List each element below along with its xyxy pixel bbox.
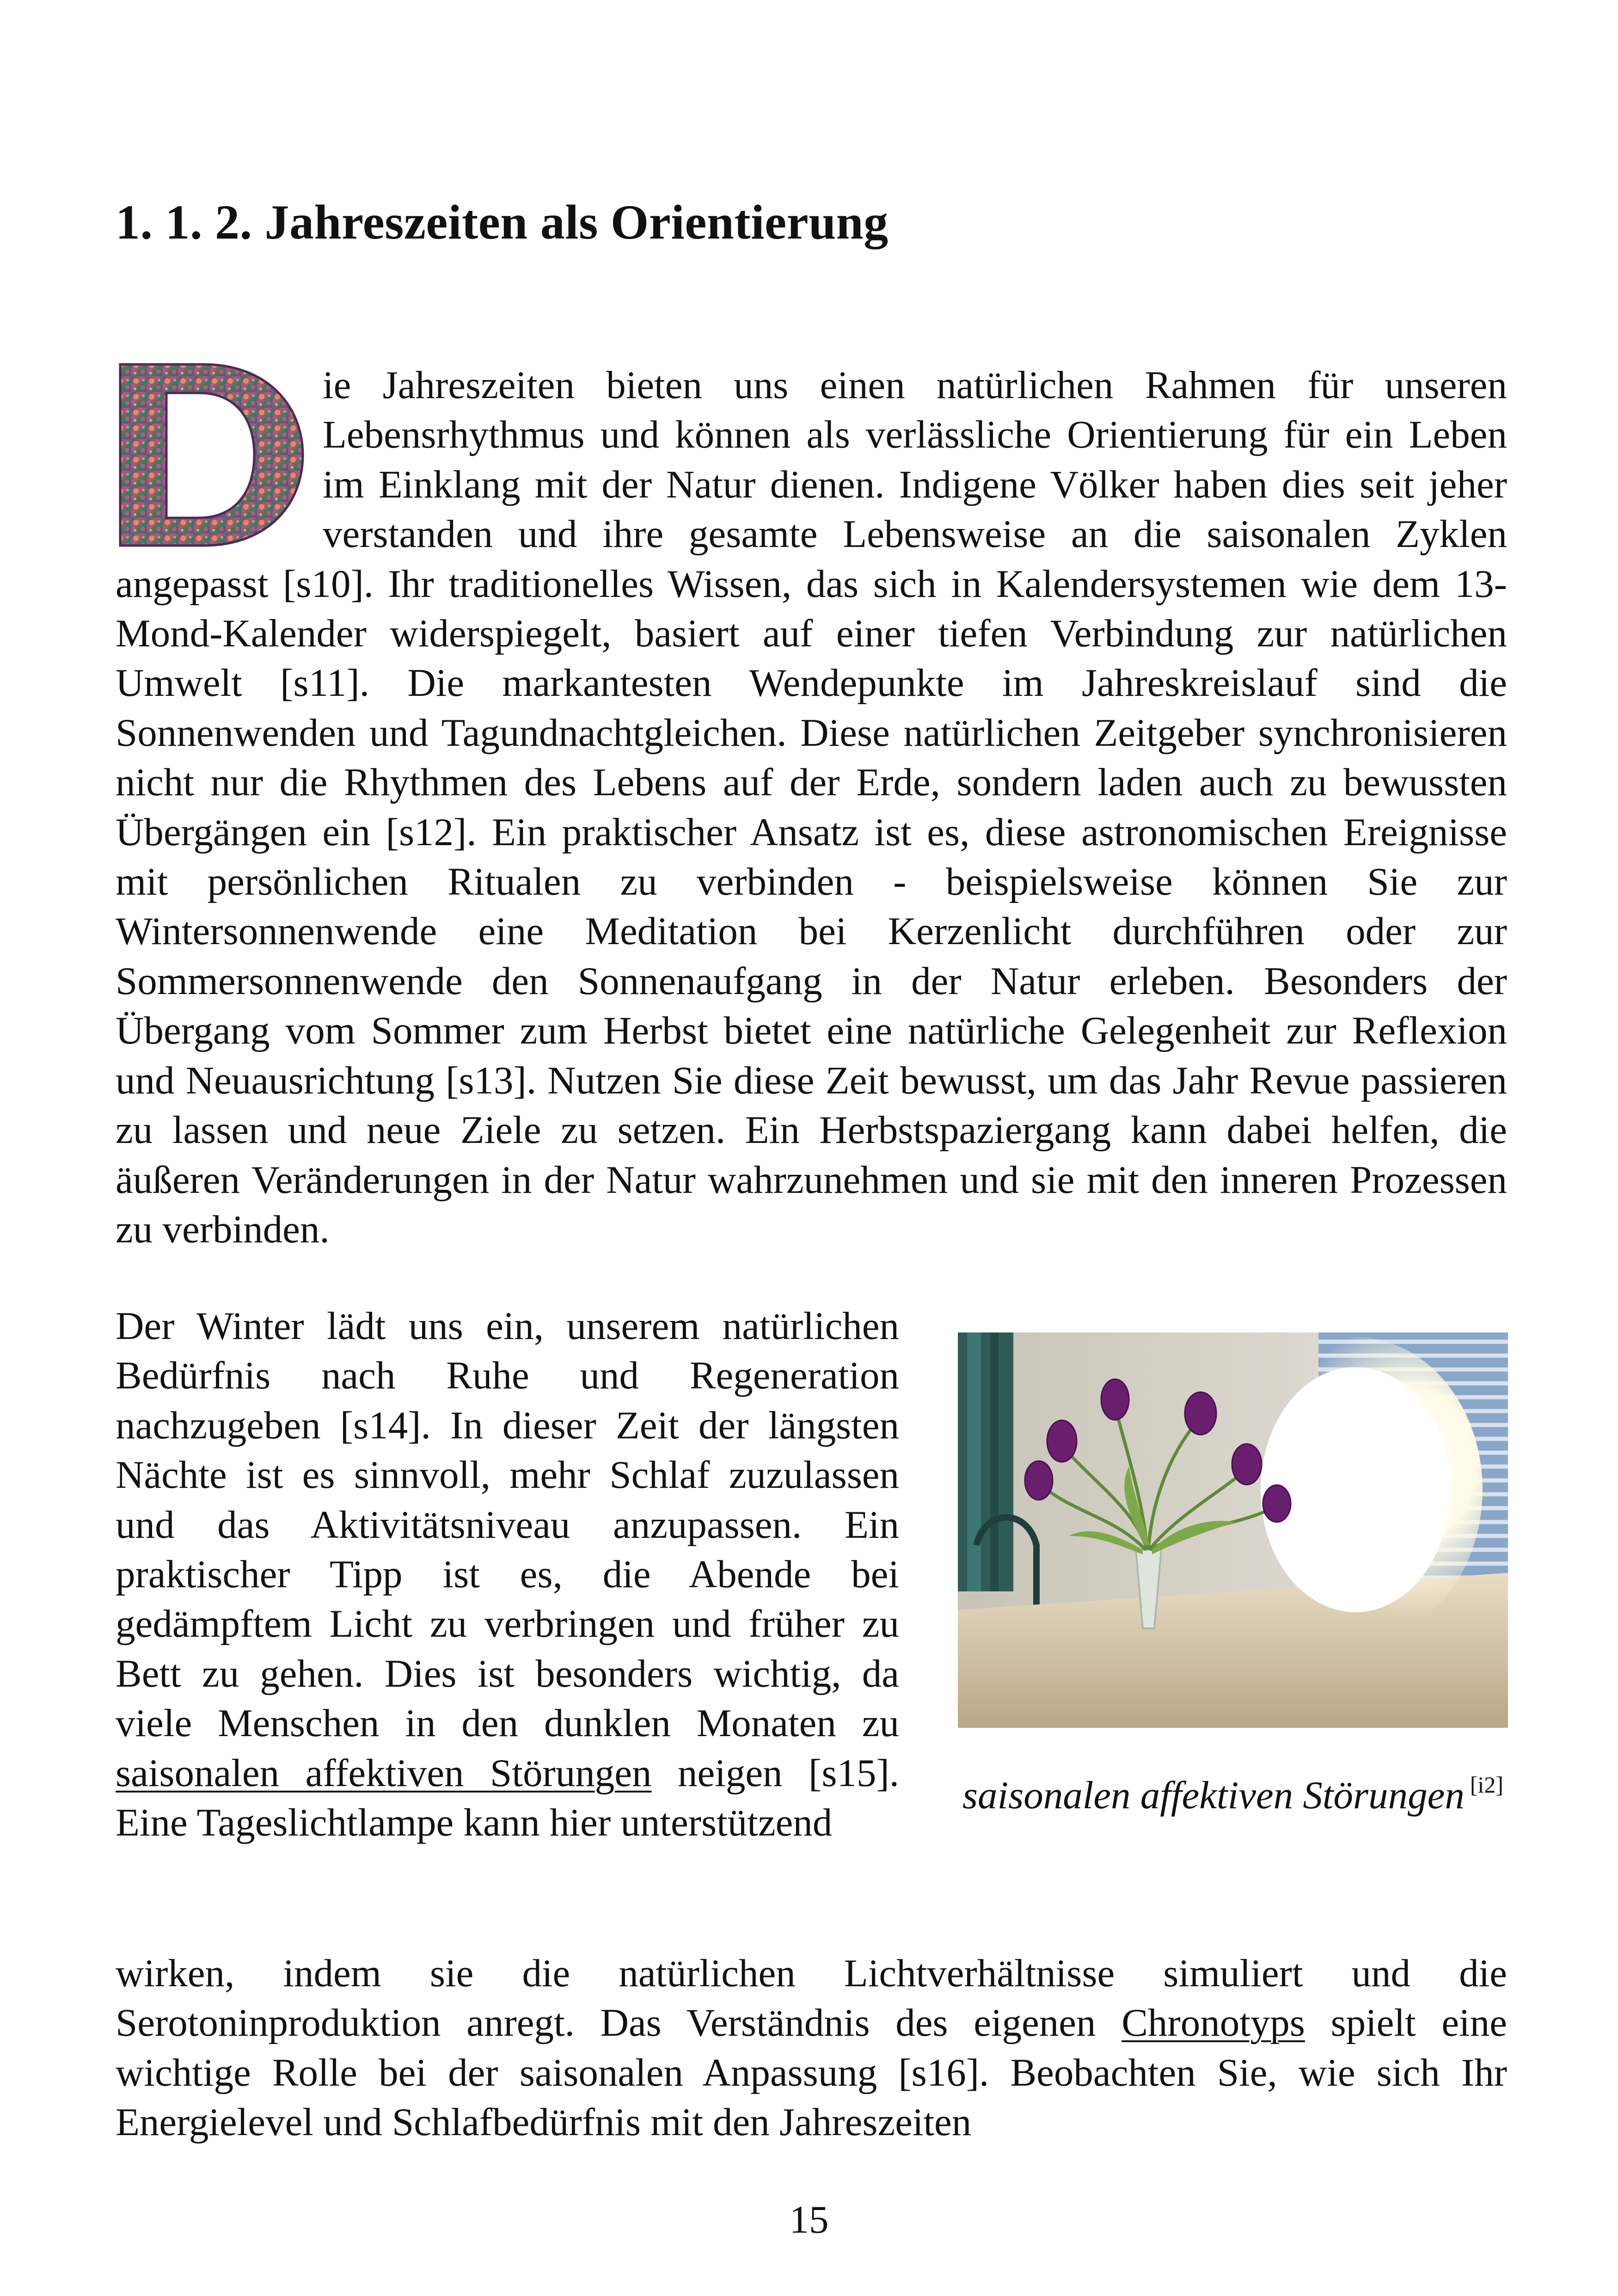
chronotype-paragraph-text: wirken, indem sie die natürlichen Lichtverhältnisse simuliert und die Serotoninproduktion anregt. Das Verständnis des eigenen [116,1952,1507,2045]
caption-text: saisonalen affektiven Störungen [962,1774,1465,1817]
winter-paragraph-text: Der Winter lädt uns ein, unserem natürlichen Bedürfnis nach Ruhe und Regeneration nachzugeben [s14]. In dieser Zeit der längsten Nächte ist es sinnvoll, mehr Schlaf zuzulassen und das Aktivitätsniveau anzupassen. Ein praktischer Tipp ist es, die Abende bei gedämpftem Licht zu verbringen und früher zu Bett zu gehen. Dies ist besonders wichtig, da viele Menschen in den dunklen Monaten zu [116,1304,899,1745]
daylight-lamp-photo [958,1332,1508,1728]
intro-paragraph-text: ie Jahreszeiten bieten uns einen natürlichen Rahmen für unseren Lebensrhythmus und können als verlässliche Orientierung für ein Leben im Einklang mit der Natur dienen. Indigene Völker haben dies seit jeher verstanden und ihre gesamte Lebensweise an die saisonalen Zyklen angepasst [s10]. Ihr traditionelles Wissen, das sich in Kalendersystemen wie dem 13-Mond-Kalender widerspiegelt, basiert auf einer tiefen Verbindung zur natürlichen Umwelt [s11]. Die markantesten Wendepunkte im Jahreskreislauf sind die Sonnenwenden und Tagundnachtgleichen. Diese natürlichen Zeitgeber synchronisieren nicht nur die Rhythmen des Lebens auf der Erde, sondern laden auch zu bewussten Übergängen ein [s12]. Ein praktischer Ansatz ist es, diese astronomischen Ereignisse mit persönlichen Ritualen zu verbinden - beispielsweise können Sie zur Wintersonnenwende eine Meditation bei Kerzenlicht durchführen oder zur Sommersonnenwende den Sonnenaufgang in der Natur erleben. Besonders der Übergang vom Sommer zum Herbst bietet eine natürliche Gelegenheit zur Reflexion und Neuausrichtung [s13]. Nutzen Sie diese Zeit bewusst, um das Jahr Revue passieren zu lassen und neue Ziele zu setzen. Ein Herbstspaziergang kann dabei helfen, die äußeren Veränderungen in der Natur wahrzunehmen und sie mit den inneren Prozessen zu verbinden. [116,363,1507,1251]
chronotype-paragraph-tail: spielt eine wichtige Rolle bei der saisonalen Anpassung [s16]. Beobachten Sie, wie sich Ihr Energielevel und Schlafbedürfnis mit den Jahreszeiten [116,2001,1507,2144]
chronotype-paragraph [116,1949,1507,2148]
section-heading: 1. 1. 2. Jahreszeiten als Orientierung [116,195,889,249]
intro-paragraph [116,361,1507,1254]
sad-link[interactable]: saisonalen affektiven Störungen [116,1751,652,1795]
winter-paragraph-tail: neigen [s15]. Eine Tageslichtlampe kann hier unterstützend [116,1751,899,1845]
figure-caption [958,1759,1508,1821]
caption-reference[interactable]: [i2] [1470,1772,1504,1798]
chronotype-link[interactable]: Chronotyps [1122,2001,1305,2045]
winter-paragraph [116,1301,899,1848]
page-number: 15 [789,2198,829,2241]
ornamental-dropcap [116,361,310,549]
